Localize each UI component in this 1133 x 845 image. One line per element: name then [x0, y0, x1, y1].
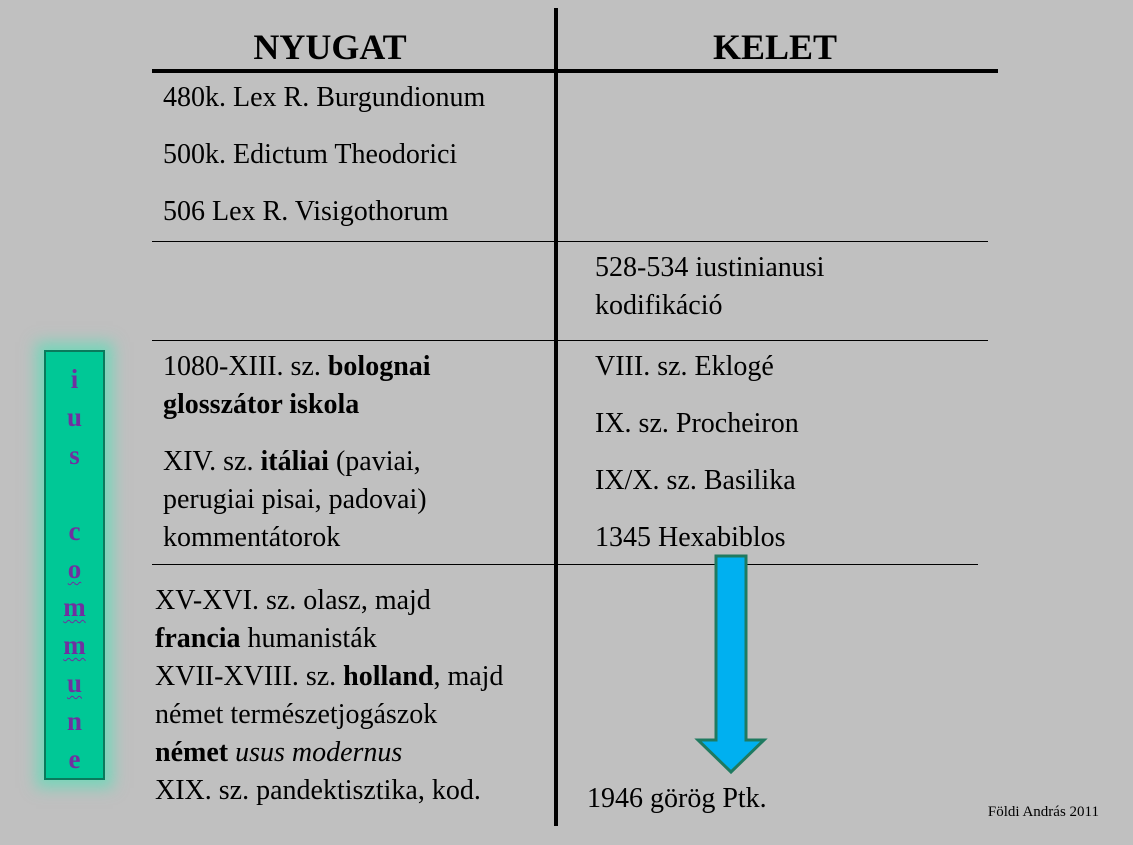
author-credit: Földi András 2011 [987, 804, 1099, 820]
east-entry-greek-civil-code: 1946 görög Ptk. [587, 783, 767, 814]
ius-letter: u [66, 402, 83, 432]
center-divider [554, 8, 558, 826]
row-divider-3 [152, 564, 978, 565]
west-entry-modern-schools: XV-XVI. sz. olasz, majd francia humanisták XVII-XVIII. sz. holland, majd német természetjogászok német usus modernus XIX. sz. pandektisztika, kod. [155, 585, 504, 806]
east-entry-iustinian: 528-534 iustinianusi kodifikáció [595, 252, 825, 321]
west-entry-500: 500k. Edictum Theodorici [163, 139, 458, 170]
west-entry-commentators: XIV. sz. itáliai (paviai, perugiai pisai, padovai) kommentátorok [163, 446, 427, 553]
row-divider-1 [152, 241, 988, 242]
west-entry-glossators: 1080-XIII. sz. bolognai glosszátor iskola [163, 351, 431, 420]
west-entry-506: 506 Lex R. Visigothorum [163, 196, 449, 227]
down-arrow-icon [694, 554, 768, 776]
east-entry-basilika: IX/X. sz. Basilika [595, 465, 796, 496]
header-kelet: KELET [712, 27, 838, 67]
west-entry-480: 480k. Lex R. Burgundionum [163, 82, 486, 113]
commune-letter: u [66, 668, 83, 698]
commune-letter: c [68, 516, 81, 546]
ius-letter: s [69, 440, 80, 470]
row-divider-2 [152, 340, 988, 341]
header-nyugat: NYUGAT [253, 27, 407, 67]
east-entry-hexabiblos: 1345 Hexabiblos [595, 522, 786, 553]
commune-letter: n [66, 706, 83, 736]
commune-letter: e [68, 744, 81, 774]
ius-commune-box [44, 350, 105, 780]
east-entry-procheiron: IX. sz. Procheiron [595, 408, 799, 439]
commune-letter: m [63, 630, 86, 660]
commune-letter: o [67, 554, 82, 584]
ius-letter: i [70, 364, 79, 394]
commune-letter: m [63, 592, 86, 622]
header-underline [152, 69, 998, 73]
east-entry-eklogé: VIII. sz. Eklogé [595, 351, 774, 382]
